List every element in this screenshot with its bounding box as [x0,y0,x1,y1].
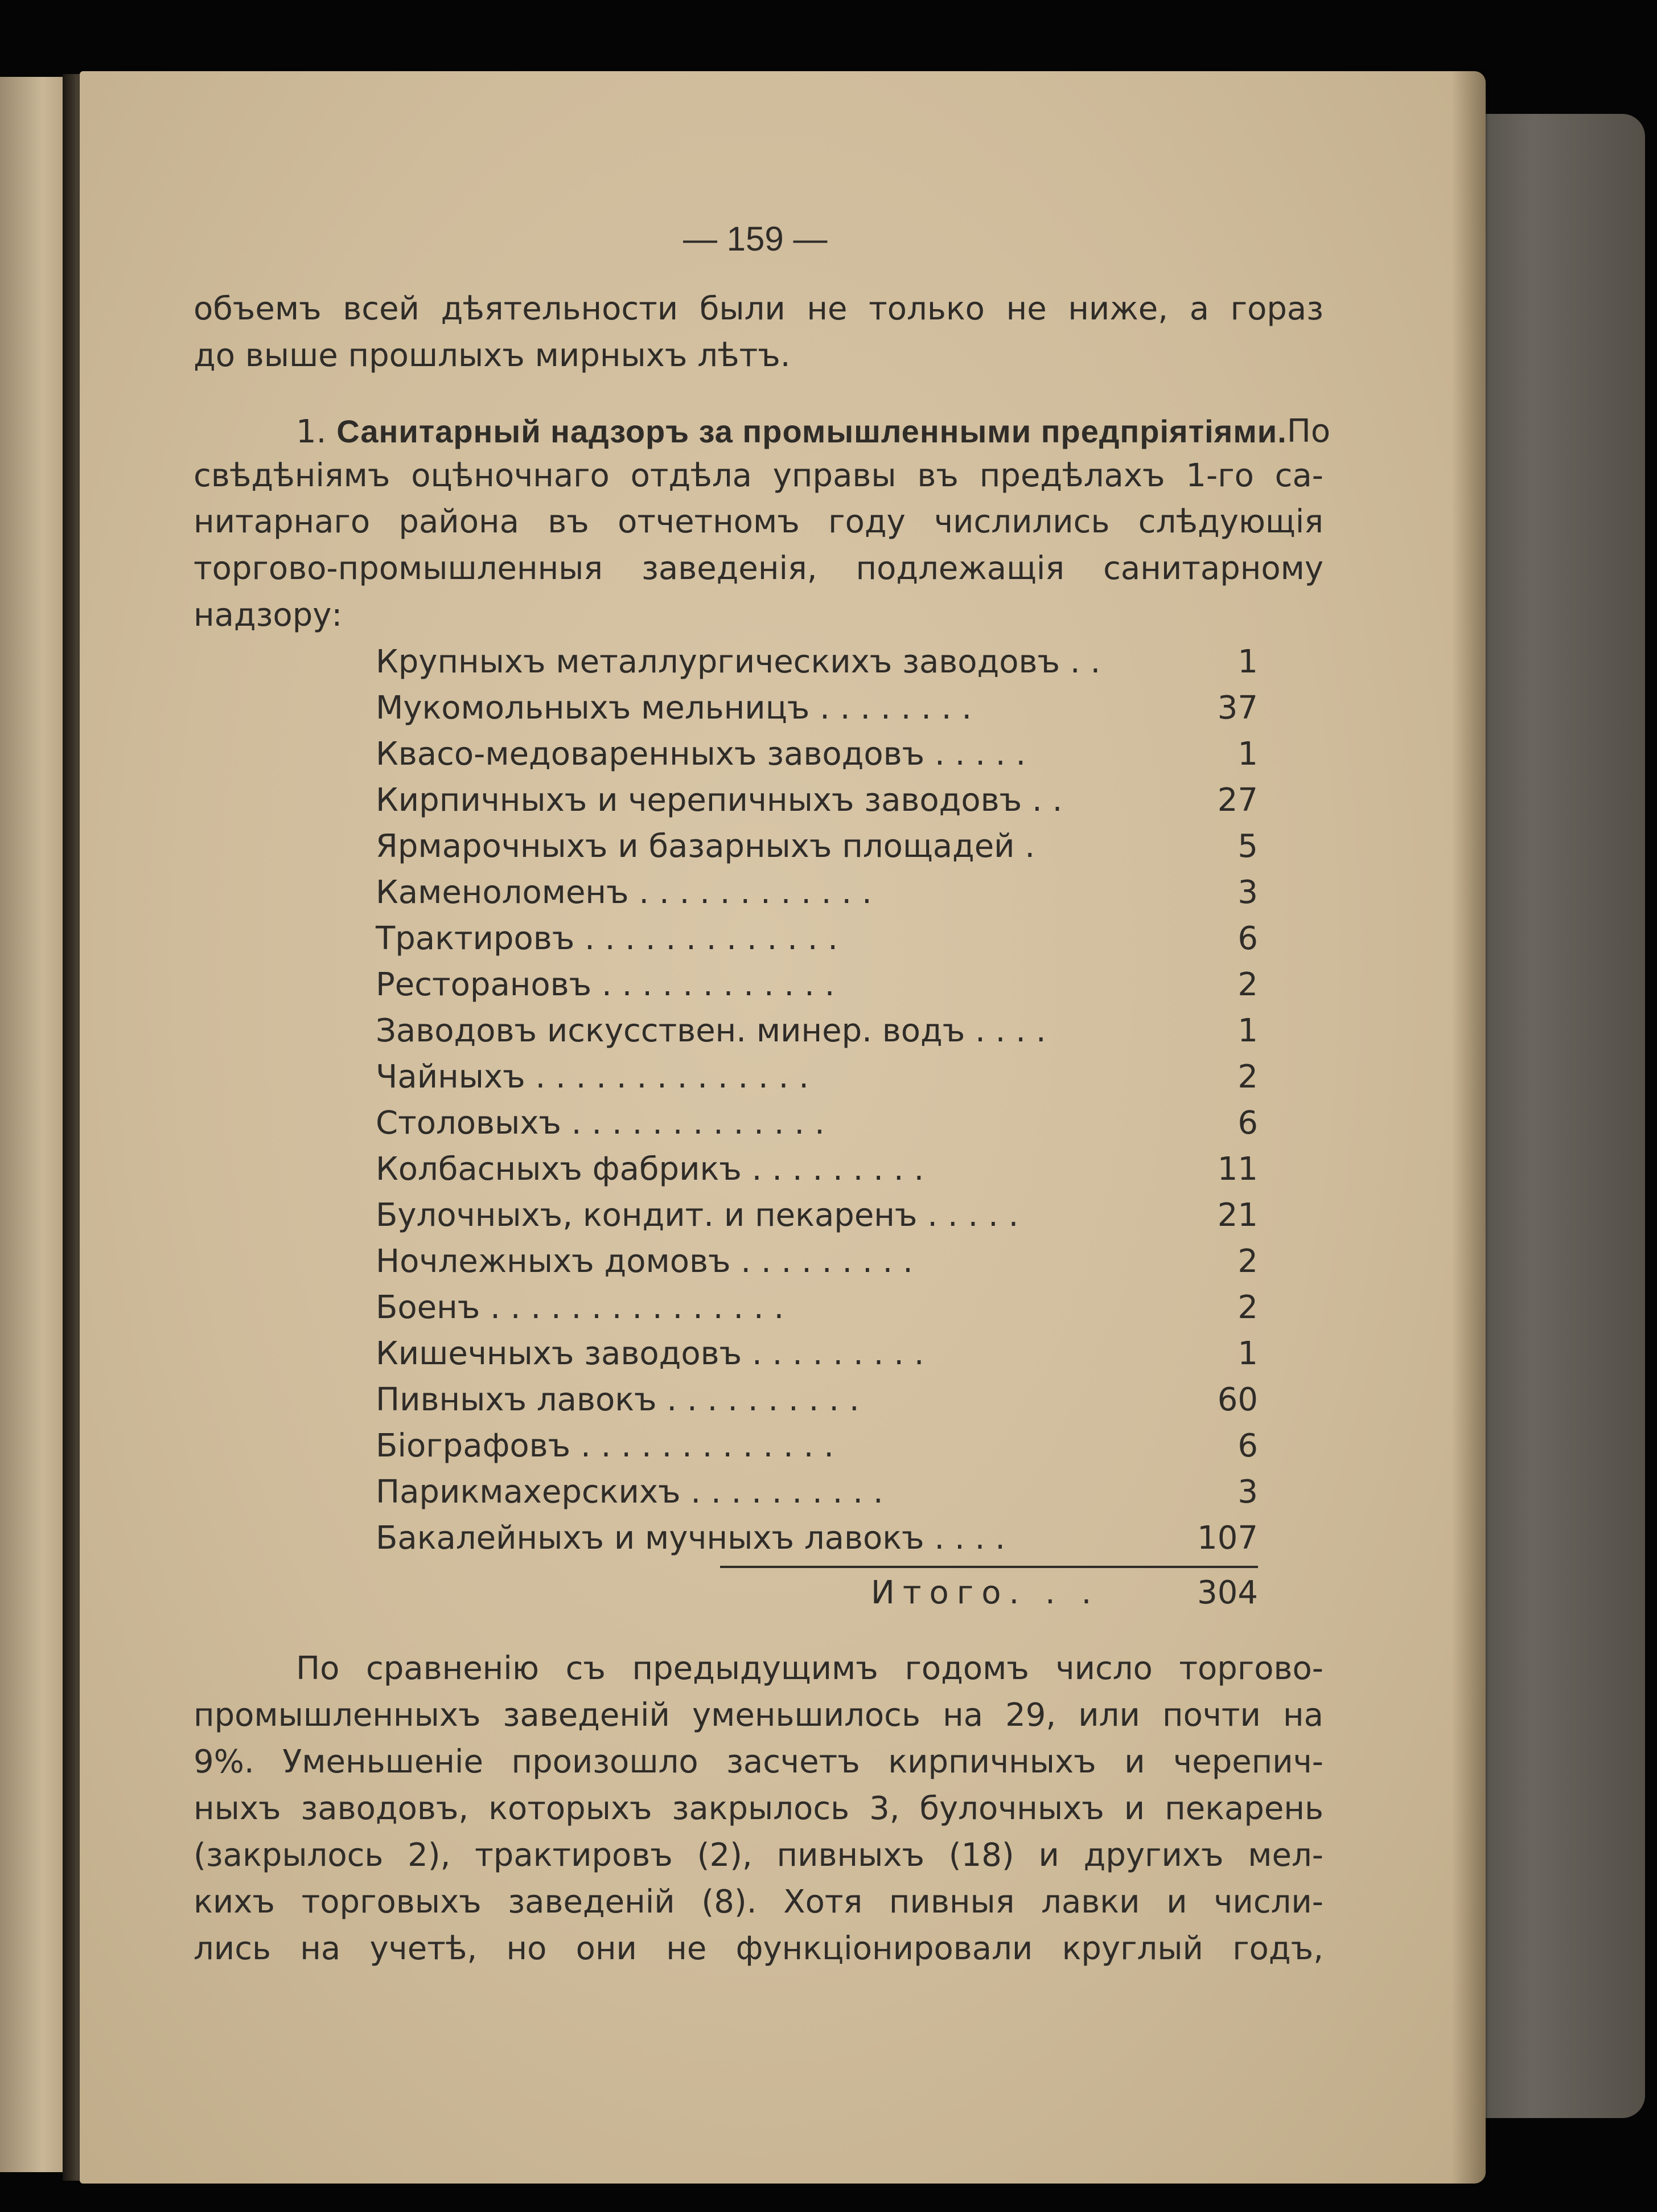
section-heading-tail: По [1286,413,1331,450]
section-line-2: нитарнаго района въ отчетномъ году числились слѣдующія [194,503,1323,540]
section-line-4: надзору: [194,597,343,634]
table-row-label: Квасо-медоваренныхъ заводовъ . . . . . [376,736,1026,773]
section-line-3: торгово-промышленныя заведенія, подлежащія санитарному [194,550,1323,587]
table-row-value: 1 [1237,1335,1258,1372]
table-row-label: Ресторановъ . . . . . . . . . . . . [376,966,835,1003]
table-row-value: 27 [1217,782,1258,819]
table-row-label: Столовыхъ . . . . . . . . . . . . . [376,1105,825,1142]
table-row-value: 1 [1237,1012,1258,1049]
table-row-label: Боенъ . . . . . . . . . . . . . . . [376,1289,784,1326]
table-row-label: Біографовъ . . . . . . . . . . . . . [376,1427,834,1464]
table-row-value: 2 [1237,1058,1258,1095]
closing-line-6: кихъ торговыхъ заведеній (8). Хотя пивныя лавки и числи- [194,1883,1323,1920]
table-row-value: 3 [1237,1474,1258,1511]
table-row-value: 6 [1237,920,1258,957]
table-row-label: Колбасныхъ фабрикъ . . . . . . . . . [376,1151,924,1188]
table-row-label: Парикмахерскихъ . . . . . . . . . . [376,1474,883,1511]
left-page-edge [0,77,71,2172]
table-row-value: 107 [1197,1520,1258,1557]
total-rule [720,1566,1258,1568]
page-shadow [1452,71,1486,2184]
section-line-1: свѣдѣніямъ оцѣночнаго отдѣла управы въ предѣлахъ 1-го са- [194,457,1323,494]
total-value: 304 [1197,1574,1258,1611]
table-row-label: Булочныхъ, кондит. и пекаренъ . . . . . [376,1197,1019,1234]
table-row-label: Бакалейныхъ и мучныхъ лавокъ . . . . [376,1520,1006,1557]
section-heading: Санитарный надзоръ за промышленными предпріятіями. [336,413,1287,449]
closing-line-7: лись на учетѣ, но они не функціонировали круглый годъ, [194,1930,1323,1967]
table-row-value: 2 [1237,1243,1258,1280]
table-row-label: Мукомольныхъ мельницъ . . . . . . . . [376,690,972,727]
table-row-value: 11 [1217,1151,1258,1188]
table-row-value: 1 [1237,736,1258,773]
table-row-value: 2 [1237,1289,1258,1326]
closing-line-3: 9%. Уменьшеніе произошло засчетъ кирпичныхъ и черепич- [194,1743,1323,1780]
intro-line-1: объемъ всей дѣятельности были не только не ниже, а гораз [194,290,1323,327]
intro-line-2: до выше прошлыхъ мирныхъ лѣтъ. [194,337,791,374]
table-row-label: Ярмарочныхъ и базарныхъ площадей . [376,828,1035,865]
table-row-value: 2 [1237,966,1258,1003]
table-row-label: Чайныхъ . . . . . . . . . . . . . . [376,1058,809,1095]
page-number: — 159 — [683,220,828,258]
closing-line-5: (закрылось 2), трактировъ (2), пивныхъ (18) и другихъ мел- [194,1837,1323,1874]
table-row-label: Заводовъ искусствен. минер. водъ . . . . [376,1012,1046,1049]
table-row-label: Кишечныхъ заводовъ . . . . . . . . . [376,1335,924,1372]
table-row-label: Крупныхъ металлургическихъ заводовъ . . [376,643,1101,680]
table-row-label: Каменоломенъ . . . . . . . . . . . . [376,874,872,911]
table-row-value: 1 [1237,643,1258,680]
closing-line-4: ныхъ заводовъ, которыхъ закрылось 3, булочныхъ и пекарень [194,1790,1323,1827]
table-row-value: 6 [1237,1105,1258,1142]
table-row-value: 3 [1237,874,1258,911]
section-first-line [296,413,1331,450]
section-number: 1. [296,413,327,450]
table-row-label: Кирпичныхъ и черепичныхъ заводовъ . . [376,782,1063,819]
table-row-value: 6 [1237,1427,1258,1464]
table-row-value: 37 [1217,690,1258,727]
closing-line-1: По сравненію съ предыдущимъ годомъ число торгово- [296,1650,1323,1687]
book-page [80,71,1486,2184]
table-row-value: 21 [1217,1197,1258,1234]
table-row-value: 60 [1217,1381,1258,1418]
total-label: Итого. . . [871,1574,1100,1611]
table-row-value: 5 [1237,828,1258,865]
closing-line-2: промышленныхъ заведеній уменьшилось на 29, или почти на [194,1697,1323,1734]
table-row-label: Ночлежныхъ домовъ . . . . . . . . . [376,1243,913,1280]
table-row-label: Пивныхъ лавокъ . . . . . . . . . . [376,1381,860,1418]
table-row-label: Трактировъ . . . . . . . . . . . . . [376,920,838,957]
